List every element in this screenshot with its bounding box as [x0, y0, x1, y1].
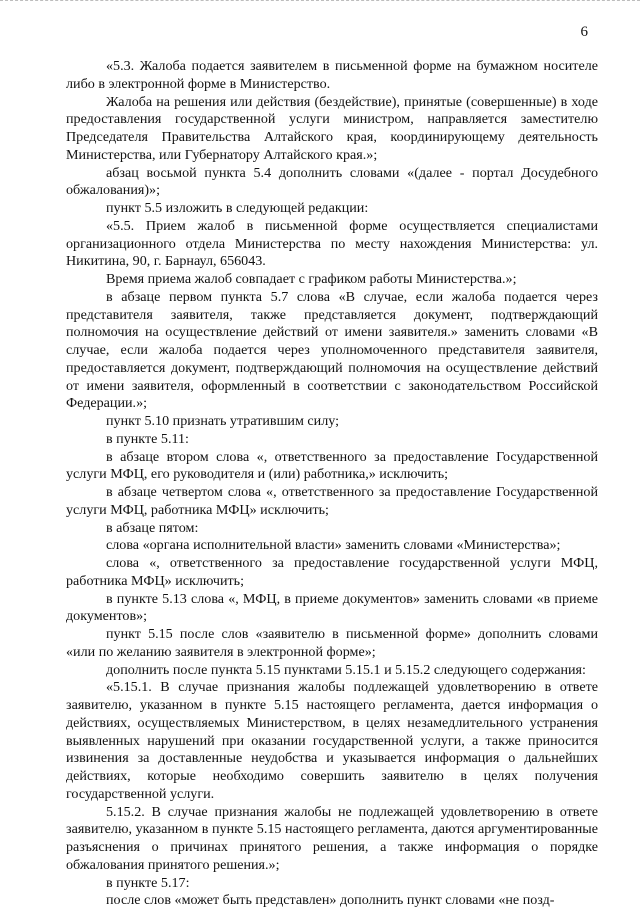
paragraph-5-11-fourth: в абзаце четвертом слова «, ответственного за предоставление Государственной услуги МФЦ, работника МФЦ» исключить; [66, 484, 598, 518]
document-body [66, 58, 598, 910]
paragraph-5-17-amendment: после слов «может быть представлен» дополнить пункт словами «не позд- [106, 892, 555, 909]
paragraph-5-15-1: «5.15.1. В случае признания жалобы подлежащей удовлетворению в ответе заявителю, указанном в пункте 5.15 настоящего регламента, дается информация о действиях, осуществляемых Министерством, в целях незамедлительного устранения выявленных нарушений при оказании государственной услуги, а также приносится извинения за доставленные неудобства и указывается информация о дальнейших действиях, которые необходимо совершить заявителю в целях получения государственной услуги. [66, 679, 598, 802]
paragraph-5-11-fifth-intro: в абзаце пятом: [106, 519, 199, 536]
paragraph-5-11-second: в абзаце втором слова «, ответственного за предоставление Государственной услуги МФЦ, его руководителя и (или) работника,» исключить; [66, 448, 598, 483]
paragraph-5-4-amendment: абзац восьмой пункта 5.4 дополнить словами «(далее - портал Досудебного обжалования)»; [66, 164, 598, 199]
paragraph-5-5-text: «5.5. Прием жалоб в письменной форме осуществляется специалистами организационного отдела Министерства по месту нахождения Министерства: ул. Никитина, 90, г. Барнаул, 656043. [66, 217, 598, 270]
paragraph-5-15-additions-intro: дополнить после пункта 5.15 пунктами 5.15.1 и 5.15.2 следующего содержания: [106, 661, 586, 678]
paragraph-complaint-minister: Жалоба на решения или действия (бездействие), принятые (совершенные) в ходе предоставления государственной услуги министром, направляется заместителю Председателя Правительства Алтайского края, координирующему деятельность Министерства, или Губернатору Алтайского края.»; [66, 93, 598, 163]
paragraph-5-17-intro: в пункте 5.17: [106, 874, 190, 891]
scan-top-edge [0, 0, 640, 3]
paragraph-5-11-fifth-replace: слова «органа исполнительной власти» заменить словами «Министерства»; [106, 537, 561, 554]
paragraph-5-3: «5.3. Жалоба подается заявителем в письменной форме на бумажном носителе либо в электронной форме в Министерство. [66, 58, 598, 92]
page-number: 6 [580, 24, 588, 40]
paragraph-5-11-intro: в пункте 5.11: [106, 430, 189, 447]
paragraph-5-5-intro: пункт 5.5 изложить в следующей редакции: [106, 200, 369, 216]
paragraph-5-7-amendment: в абзаце первом пункта 5.7 слова «В случае, если жалоба подается через представителя заявителя, также представляется документ, подтверждающий полномочия на осуществление действий от имени заявителя.» заменить словами «В случае, если жалоба подается через уполномоченного представителя заявителя, предоставляется документ, подтверждающий полномочия на осуществление действий от имени заявителя, оформленный в соответствии с законодательством Российской Федерации.»; [66, 288, 598, 412]
paragraph-5-15-2: 5.15.2. В случае признания жалобы не подлежащей удовлетворению в ответе заявителю, указанном в пункте 5.15 настоящего регламента, даются аргументированные разъяснения о причинах принятого решения, а также информация о порядке обжалования принятого решения.»; [66, 803, 598, 873]
paragraph-reception-time: Время приема жалоб совпадает с графиком работы Министерства.»; [106, 271, 517, 287]
paragraph-5-10-repeal: пункт 5.10 признать утратившим силу; [106, 413, 340, 429]
paragraph-5-13-amendment: в пункте 5.13 слова «, МФЦ, в приеме документов» заменить словами «в приеме документов»; [66, 590, 598, 625]
paragraph-5-11-fifth-exclude: слова «, ответственного за предоставление государственной услуги МФЦ, работника МФЦ» исключить; [66, 555, 598, 589]
paragraph-5-15-amendment: пункт 5.15 после слов «заявителю в письменной форме» дополнить словами «или по желанию заявителя в электронной форме»; [66, 626, 598, 660]
